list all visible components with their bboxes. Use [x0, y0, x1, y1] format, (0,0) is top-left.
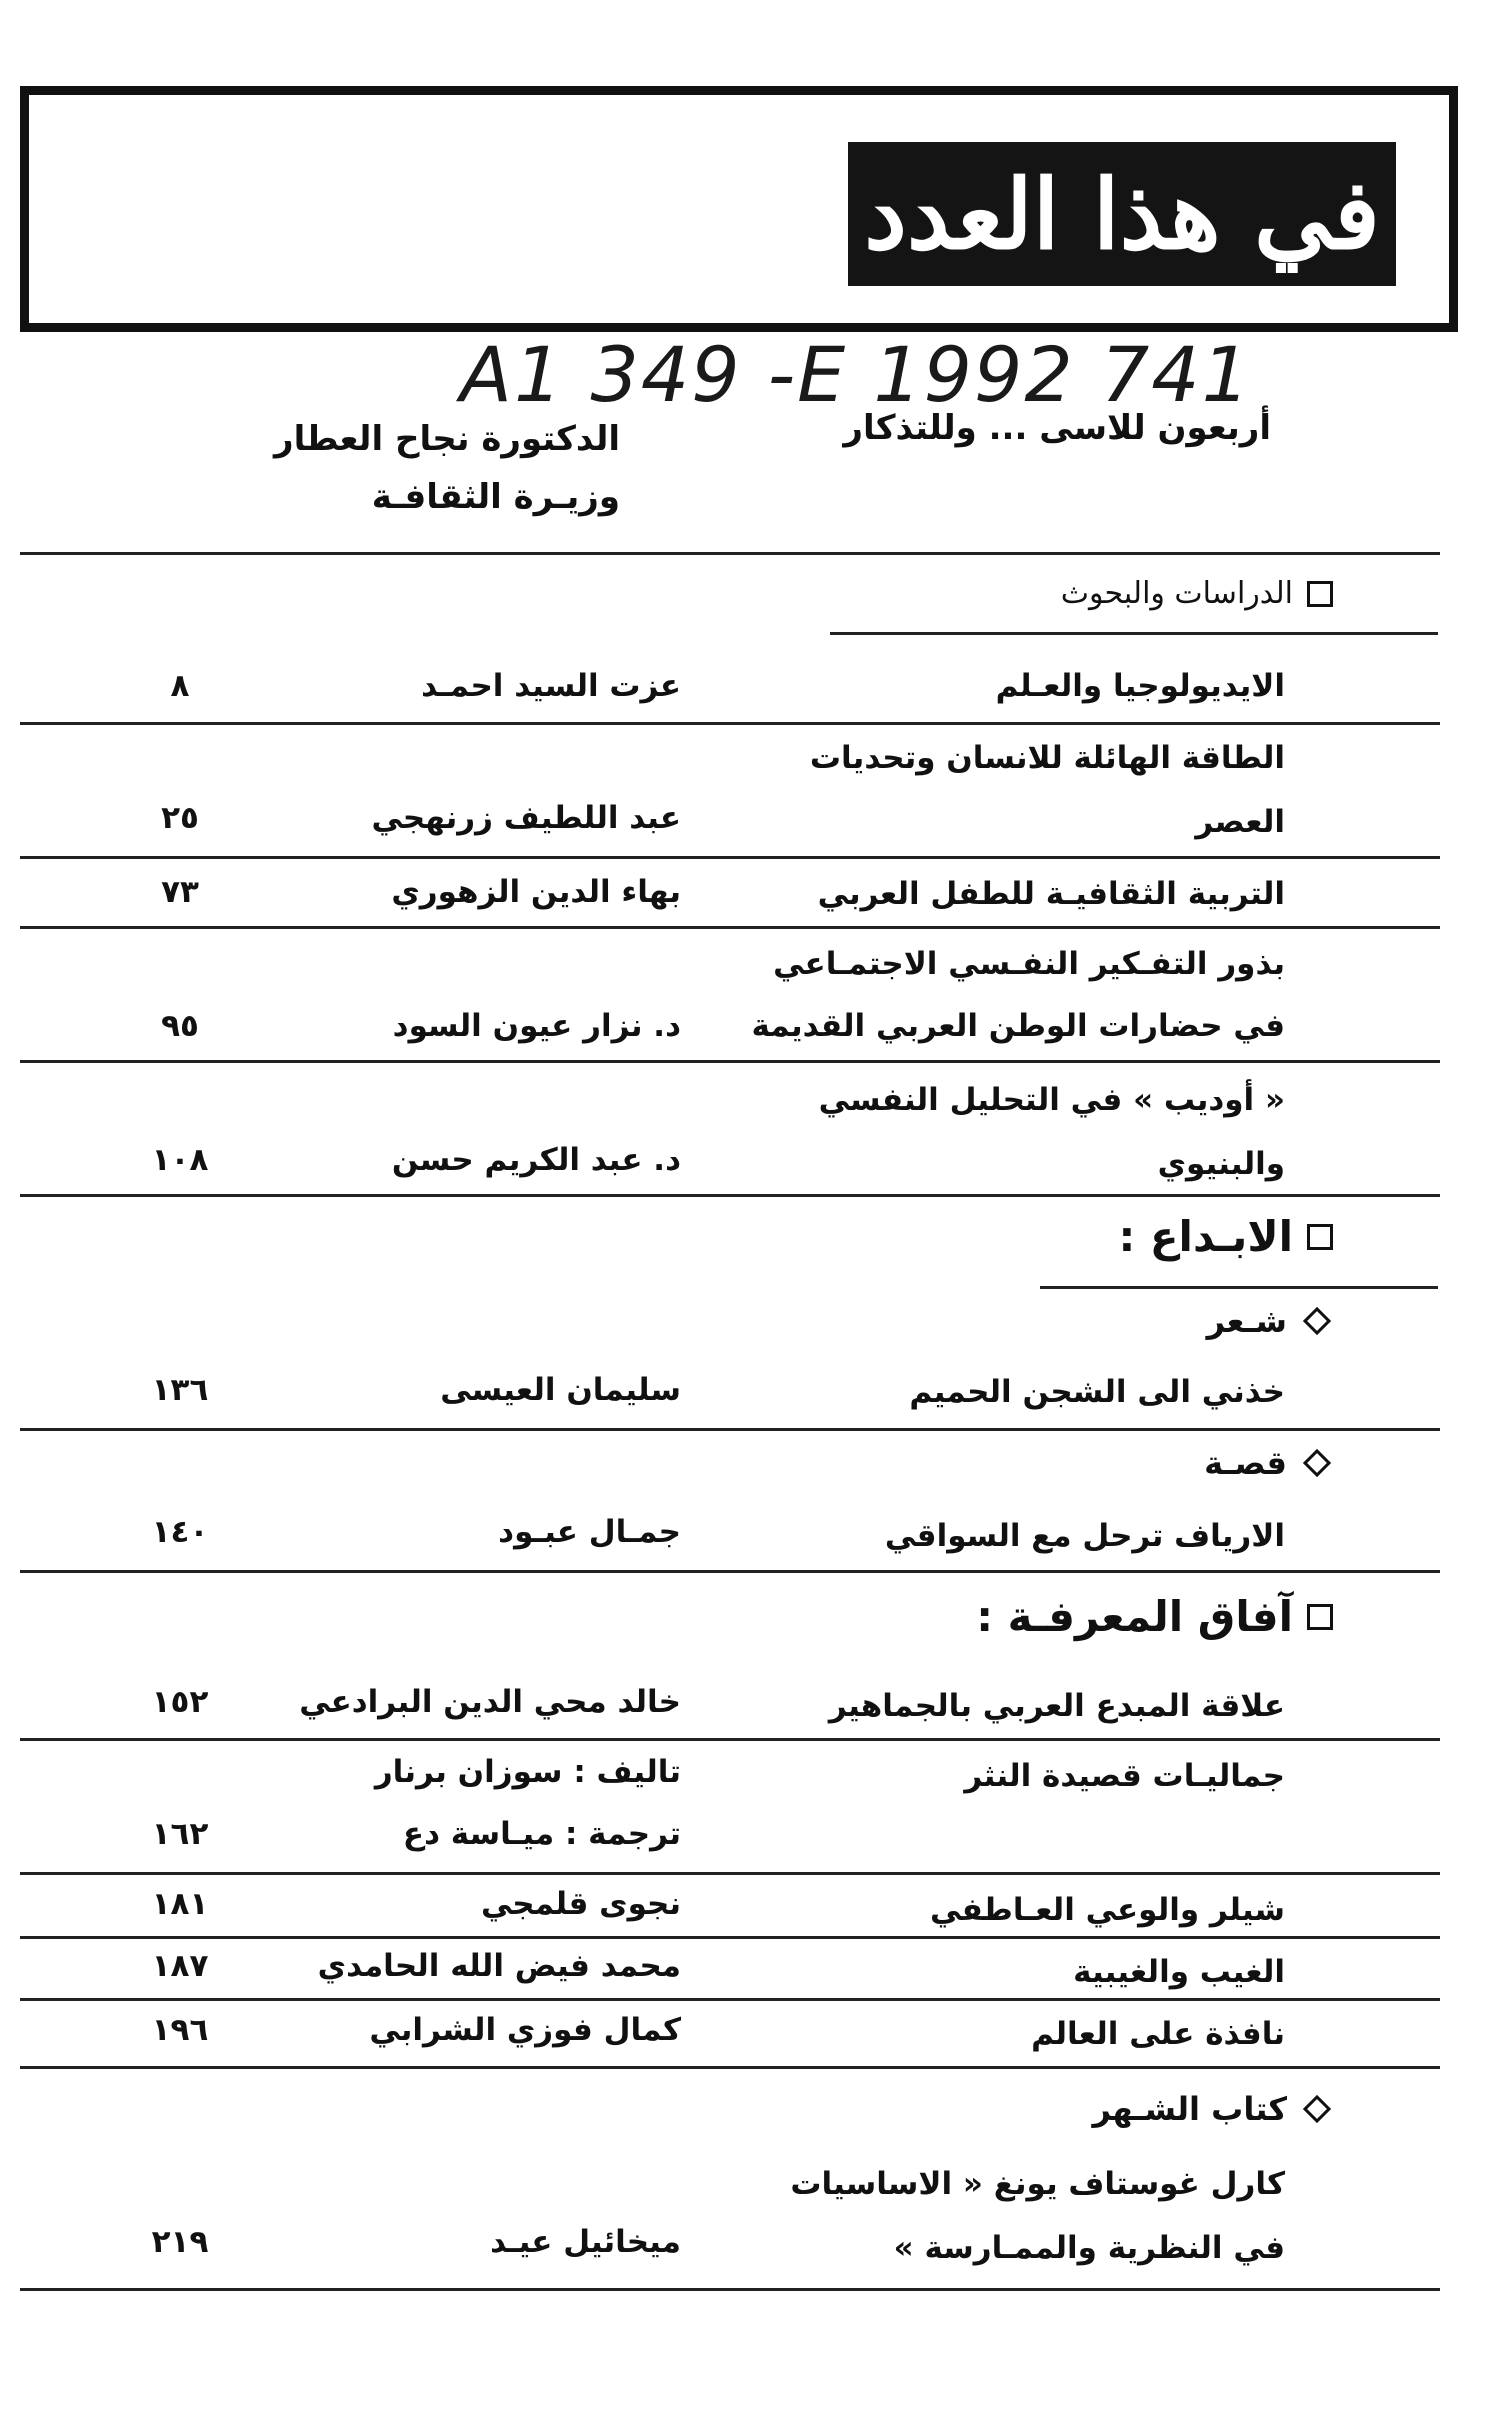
entry-author: خالد محي الدين البرادعي — [299, 1684, 681, 1720]
entry-title: شيلر والوعي العـاطفي — [929, 1892, 1285, 1928]
lead-article-title: أربعون للاسى ... وللتذكار — [843, 408, 1271, 448]
entry-page: ٧٣ — [161, 874, 199, 910]
handwritten-catalog-note: A1 349 -E 1992 741 — [460, 330, 1252, 419]
divider — [20, 722, 1440, 725]
entry-author: بهاء الدين الزهوري — [391, 874, 681, 910]
entry-author: د. نزار عيون السود — [392, 1008, 681, 1044]
divider — [20, 1060, 1440, 1063]
divider — [20, 926, 1440, 929]
checkbox-icon — [1307, 581, 1333, 607]
entry-title: الغيب والغيبية — [1073, 1954, 1285, 1990]
divider — [830, 632, 1438, 635]
section-heading-studies — [1061, 576, 1333, 611]
lead-author-role: وزيـرة الثقافـة — [371, 477, 620, 517]
entry-title: الارياف ترحل مع السواقي — [884, 1518, 1285, 1554]
entry-title: خذني الى الشجن الحميم — [909, 1374, 1285, 1410]
divider — [20, 1872, 1440, 1875]
entry-author: عزت السيد احمـد — [421, 668, 681, 704]
entry-page: ٨ — [170, 668, 190, 704]
subsection-label: شـعر — [1206, 1302, 1287, 1340]
checkbox-icon — [1307, 1604, 1333, 1630]
entry-page: ١٥٢ — [151, 1684, 209, 1720]
entry-title: التربية الثقافيـة للطفل العربي — [817, 876, 1285, 912]
entry-author: كمال فوزي الشرابي — [369, 2012, 681, 2048]
entry-title: « أوديب » في التحليل النفسي — [818, 1082, 1285, 1118]
subsection-heading-poetry — [1207, 1302, 1333, 1340]
entry-page: ٩٥ — [161, 1008, 199, 1044]
entry-page: ١٦٢ — [151, 1816, 209, 1852]
entry-title-cont: والبنيوي — [1157, 1146, 1285, 1182]
entry-title-cont: العصر — [1195, 804, 1285, 840]
entry-author: ميخائيل عيـد — [490, 2224, 681, 2260]
entry-page: ١٠٨ — [151, 1142, 209, 1178]
entry-page: ١٤٠ — [151, 1514, 209, 1550]
entry-page: ٢٥ — [161, 800, 199, 836]
masthead-title: في هذا العدد — [848, 142, 1396, 286]
entry-title: جماليـات قصيدة النثر — [964, 1758, 1285, 1794]
entry-page: ١٣٦ — [151, 1372, 209, 1408]
entry-title: نافذة على العالم — [1031, 2016, 1285, 2052]
divider — [1040, 1286, 1438, 1289]
divider — [20, 2288, 1440, 2291]
entry-author: تاليف : سوزان برنار — [374, 1754, 681, 1790]
entry-title: كارل غوستاف يونغ « الاساسيات — [790, 2166, 1285, 2202]
entry-title-cont: في حضارات الوطن العربي القديمة — [751, 1008, 1285, 1044]
entry-author: عبد اللطيف زرنهجي — [371, 800, 681, 836]
divider — [20, 1936, 1440, 1939]
entry-translator: ترجمة : ميـاسة دع — [402, 1816, 681, 1852]
entry-author: جمـال عبـود — [498, 1514, 681, 1550]
section-label: الابـداع : — [1118, 1212, 1293, 1261]
divider — [20, 552, 1440, 555]
entry-title-cont: في النظرية والممـارسة » — [893, 2230, 1285, 2266]
divider — [20, 1428, 1440, 1431]
subsection-label: قصـة — [1204, 1444, 1287, 1482]
section-heading-creativity — [1118, 1212, 1333, 1261]
section-label: الدراسات والبحوث — [1060, 576, 1293, 611]
subsection-heading-book — [1093, 2090, 1334, 2128]
subsection-heading-story — [1204, 1444, 1333, 1482]
divider — [20, 1998, 1440, 2001]
entry-author: محمد فيض الله الحامدي — [317, 1948, 681, 1984]
lead-article-author — [220, 410, 620, 526]
section-heading-horizons — [976, 1592, 1333, 1641]
entry-page: ١٨٧ — [151, 1948, 209, 1984]
entry-page: ١٨١ — [151, 1886, 209, 1922]
entry-title: علاقة المبدع العربي بالجماهير — [828, 1688, 1285, 1724]
divider — [20, 1194, 1440, 1197]
checkbox-icon — [1307, 1224, 1333, 1250]
lead-author-name: الدكتورة نجاح العطار — [274, 419, 620, 459]
entry-title: الايديولوجيا والعـلم — [995, 668, 1285, 704]
divider — [20, 2066, 1440, 2069]
subsection-label: كتاب الشـهر — [1092, 2090, 1287, 2128]
entry-author: د. عبد الكريم حسن — [391, 1142, 681, 1178]
entry-title: بذور التفـكير النفـسي الاجتمـاعي — [773, 946, 1285, 982]
diamond-icon — [1303, 1449, 1331, 1477]
entry-title: الطاقة الهائلة للانسان وتحديات — [809, 740, 1285, 776]
divider — [20, 1738, 1440, 1741]
entry-author: نجوى قلمجي — [480, 1886, 681, 1922]
divider — [20, 1570, 1440, 1573]
section-label: آفاق المعرفـة : — [976, 1592, 1293, 1641]
entry-author: سليمان العيسى — [440, 1372, 681, 1408]
entry-page: ١٩٦ — [151, 2012, 209, 2048]
entry-page: ٢١٩ — [151, 2224, 209, 2260]
diamond-icon — [1303, 2095, 1331, 2123]
divider — [20, 856, 1440, 859]
diamond-icon — [1303, 1307, 1331, 1335]
